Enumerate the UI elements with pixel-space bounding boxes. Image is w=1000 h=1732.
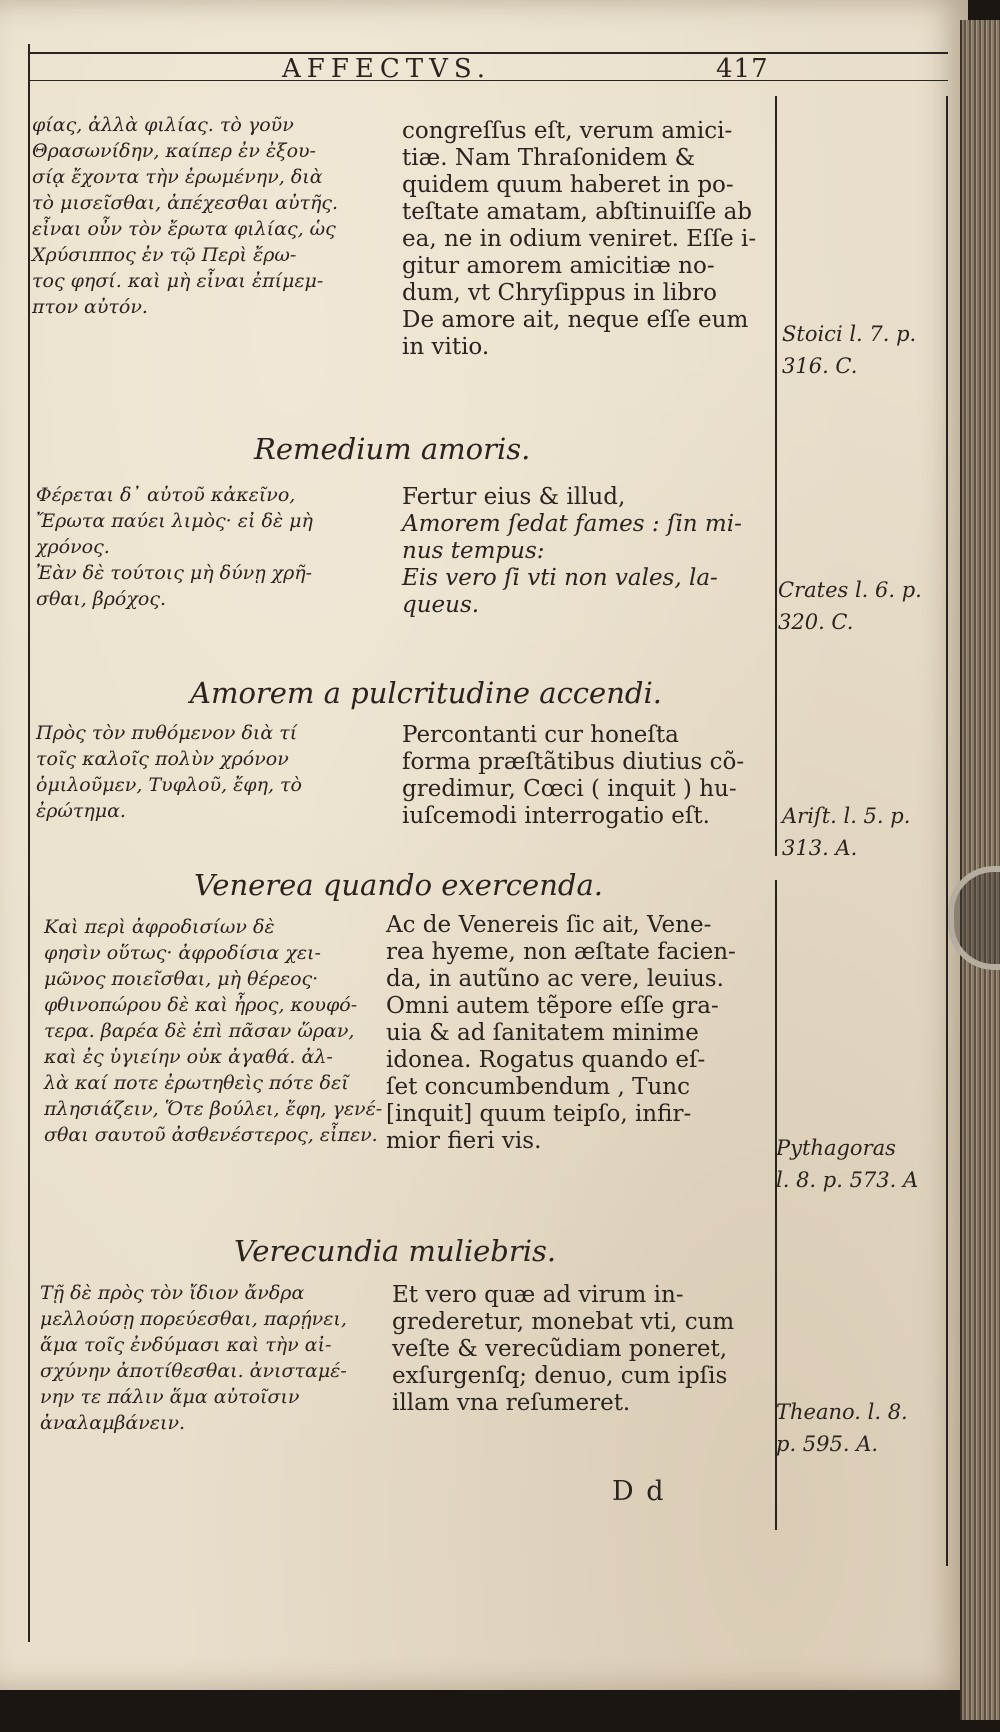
greek-line: μελλούσῃ πορεύεσθαι, παρῄνει, bbox=[40, 1308, 347, 1330]
latin-line: congreſſus eſt, verum amici- bbox=[402, 118, 733, 144]
latin-line: gredimur, Cœci ( inquit ) hu- bbox=[402, 776, 737, 802]
latin-line: iuſcemodi interrogatio eſt. bbox=[402, 803, 710, 829]
greek-text-block bbox=[36, 720, 302, 824]
latin-line: Et vero quæ ad virum in- bbox=[392, 1282, 684, 1308]
latin-text-block bbox=[402, 722, 744, 830]
greek-line: νην τε πάλιν ἅμα αὐτοῖσιν bbox=[40, 1386, 300, 1408]
greek-line: καὶ ἐς ὑγιείην οὐκ ἀγαθά. ἀλ- bbox=[44, 1046, 333, 1068]
latin-line: uia & ad ſanitatem minime bbox=[386, 1020, 699, 1046]
latin-line: illam vna reſumeret. bbox=[392, 1390, 631, 1416]
greek-text-block bbox=[32, 112, 338, 320]
left-border-rule bbox=[28, 44, 30, 1642]
margin-note-line: 320. C. bbox=[778, 610, 854, 634]
latin-line: ea, ne in odium veniret. Eſſe i- bbox=[402, 226, 757, 252]
greek-line: φησὶν οὕτως· ἀφροδίσια χει- bbox=[44, 942, 321, 964]
greek-line: Ἐὰν δὲ τούτοις μὴ δύνῃ χρῆ- bbox=[36, 562, 313, 584]
greek-line: σθαι σαυτοῦ ἀσθενέστερος, εἶπεν. bbox=[44, 1124, 378, 1146]
margin-note-line: l. 8. p. 573. A bbox=[776, 1168, 919, 1192]
latin-line: Fertur eius & illud, bbox=[402, 484, 626, 510]
latin-line: mior fieri vis. bbox=[386, 1128, 542, 1154]
greek-line: πτον αὐτόν. bbox=[32, 296, 148, 318]
greek-line: τος φησί. καὶ μὴ εἶναι ἐπίμεμ- bbox=[32, 270, 324, 292]
greek-line: τοῖς καλοῖς πολὺν χρόνον bbox=[36, 748, 289, 770]
greek-line: Χρύσιππος ἐν τῷ Περὶ ἔρω- bbox=[32, 244, 297, 266]
latin-line: ſet concumbendum , Tunc bbox=[386, 1074, 690, 1100]
greek-line: ἐρώτημα. bbox=[36, 800, 126, 822]
greek-line: ἅμα τοῖς ἐνδύμασι καὶ τὴν αἰ- bbox=[40, 1334, 332, 1356]
latin-line: veſte & verecũdiam poneret, bbox=[392, 1336, 728, 1362]
margin-note bbox=[778, 574, 922, 638]
latin-text-block bbox=[402, 484, 742, 619]
greek-line: πλησιάζειν, Ὅτε βούλει, ἔφη, γενέ- bbox=[44, 1098, 383, 1120]
running-title: AFFECTVS. bbox=[282, 54, 491, 84]
greek-line: λὰ καί ποτε ἐρωτηθεὶς πότε δεῖ bbox=[44, 1072, 349, 1094]
latin-line: da, in autũno ac vere, leuius. bbox=[386, 966, 724, 992]
latin-line: exſurgenſq; denuo, cum ipſis bbox=[392, 1363, 728, 1389]
latin-line: [inquit] quum teipſo, infir- bbox=[386, 1101, 692, 1127]
latin-line: gitur amorem amicitiæ no- bbox=[402, 253, 715, 279]
section-heading: Remedium amoris. bbox=[254, 432, 531, 466]
signature-mark: D d bbox=[612, 1476, 666, 1507]
greek-line: Καὶ περὶ ἀφροδισίων δὲ bbox=[44, 916, 275, 938]
latin-line: rea hyeme, non æſtate facien- bbox=[386, 939, 736, 965]
margin-note bbox=[776, 1132, 918, 1196]
margin-note-line: Pythagoras bbox=[776, 1136, 896, 1160]
page-number: 417 bbox=[716, 54, 769, 84]
section-heading: Verecundia muliebris. bbox=[234, 1234, 557, 1268]
latin-line: in vitio. bbox=[402, 334, 490, 360]
latin-line: Percontanti cur honeſta bbox=[402, 722, 679, 748]
margin-note-line: Theano. l. 8. bbox=[776, 1400, 908, 1424]
right-border-rule bbox=[946, 96, 948, 1566]
greek-line: μῶνος ποιεῖσθαι, μὴ θέρεος· bbox=[44, 968, 319, 990]
latin-line: Omni autem tẽpore eſſe gra- bbox=[386, 993, 719, 1019]
latin-line: Amorem ſedat fames : ſin mi- bbox=[402, 511, 742, 537]
latin-line: nus tempus: bbox=[402, 538, 545, 564]
greek-line: χρόνος. bbox=[36, 536, 110, 558]
margin-note-line: Stoici l. 7. p. bbox=[782, 322, 917, 346]
latin-line: idonea. Rogatus quando eſ- bbox=[386, 1047, 706, 1073]
greek-line: φίας, ἀλλὰ φιλίας. τὸ γοῦν bbox=[32, 114, 294, 136]
margin-note-line: 313. A. bbox=[782, 836, 858, 860]
greek-line: ἀναλαμβάνειν. bbox=[40, 1412, 186, 1434]
greek-line: σχύνην ἀποτίθεσθαι. ἀνισταμέ- bbox=[40, 1360, 347, 1382]
greek-line: Τῇ δὲ πρὸς τὸν ἴδιον ἄνδρα bbox=[40, 1282, 305, 1304]
margin-note-line: 316. C. bbox=[782, 354, 858, 378]
latin-text-block bbox=[392, 1282, 734, 1417]
greek-text-block bbox=[44, 914, 382, 1148]
latin-line: queus. bbox=[402, 592, 480, 618]
greek-line: σθαι, βρόχος. bbox=[36, 588, 166, 610]
latin-line: Eis vero ſi vti non vales, la- bbox=[402, 565, 718, 591]
greek-line: Ἔρωτα παύει λιμὸς· εἰ δὲ μὴ bbox=[36, 510, 313, 532]
greek-line: σίᾳ ἔχοντα τὴν ἐρωμένην, διὰ bbox=[32, 166, 323, 188]
section-heading: Venerea quando exercenda. bbox=[194, 868, 603, 902]
section-heading: Amorem a pulcritudine accendi. bbox=[190, 676, 662, 710]
margin-note bbox=[776, 1396, 908, 1460]
latin-text-block bbox=[402, 118, 756, 361]
greek-line: φθινοπώρου δὲ καὶ ἦρος, κουφό- bbox=[44, 994, 358, 1016]
latin-line: dum, vt Chryſippus in libro bbox=[402, 280, 717, 306]
greek-text-block bbox=[40, 1280, 347, 1436]
latin-line: grederetur, monebat vti, cum bbox=[392, 1309, 735, 1335]
greek-line: τερα. βαρέα δὲ ἐπὶ πᾶσαν ὥραν, bbox=[44, 1020, 355, 1042]
margin-note bbox=[782, 318, 916, 382]
greek-line: Φέρεται δ᾽ αὐτοῦ κἀκεῖνο, bbox=[36, 484, 296, 506]
latin-line: teſtate amatam, abſtinuiſſe ab bbox=[402, 199, 753, 225]
greek-line: ὁμιλοῦμεν, Τυφλοῦ, ἔφη, τὸ bbox=[36, 774, 302, 796]
latin-text-block bbox=[386, 912, 736, 1155]
greek-line: Θρασωνίδην, καίπερ ἐν ἐξου- bbox=[32, 140, 316, 162]
greek-line: Πρὸς τὸν πυθόμενον διὰ τί bbox=[36, 722, 298, 744]
latin-line: quidem quum haberet in po- bbox=[402, 172, 734, 198]
latin-line: tiæ. Nam Thraſonidem & bbox=[402, 145, 696, 171]
latin-line: Ac de Venereis ſic ait, Vene- bbox=[386, 912, 712, 938]
margin-note-line: Ariſt. l. 5. p. bbox=[782, 804, 911, 828]
margin-note-line: p. 595. A. bbox=[776, 1432, 879, 1456]
greek-line: εἶναι οὖν τὸν ἔρωτα φιλίας, ὡς bbox=[32, 218, 336, 240]
latin-line: forma præſtãtibus diutius cõ- bbox=[402, 749, 745, 775]
margin-column-rule bbox=[775, 96, 777, 856]
greek-text-block bbox=[36, 482, 313, 612]
latin-line: De amore ait, neque eſſe eum bbox=[402, 307, 749, 333]
margin-note-line: Crates l. 6. p. bbox=[778, 578, 922, 602]
margin-note bbox=[782, 800, 910, 864]
greek-line: τὸ μισεῖσθαι, ἀπέχεσθαι αὐτῆς. bbox=[32, 192, 339, 214]
